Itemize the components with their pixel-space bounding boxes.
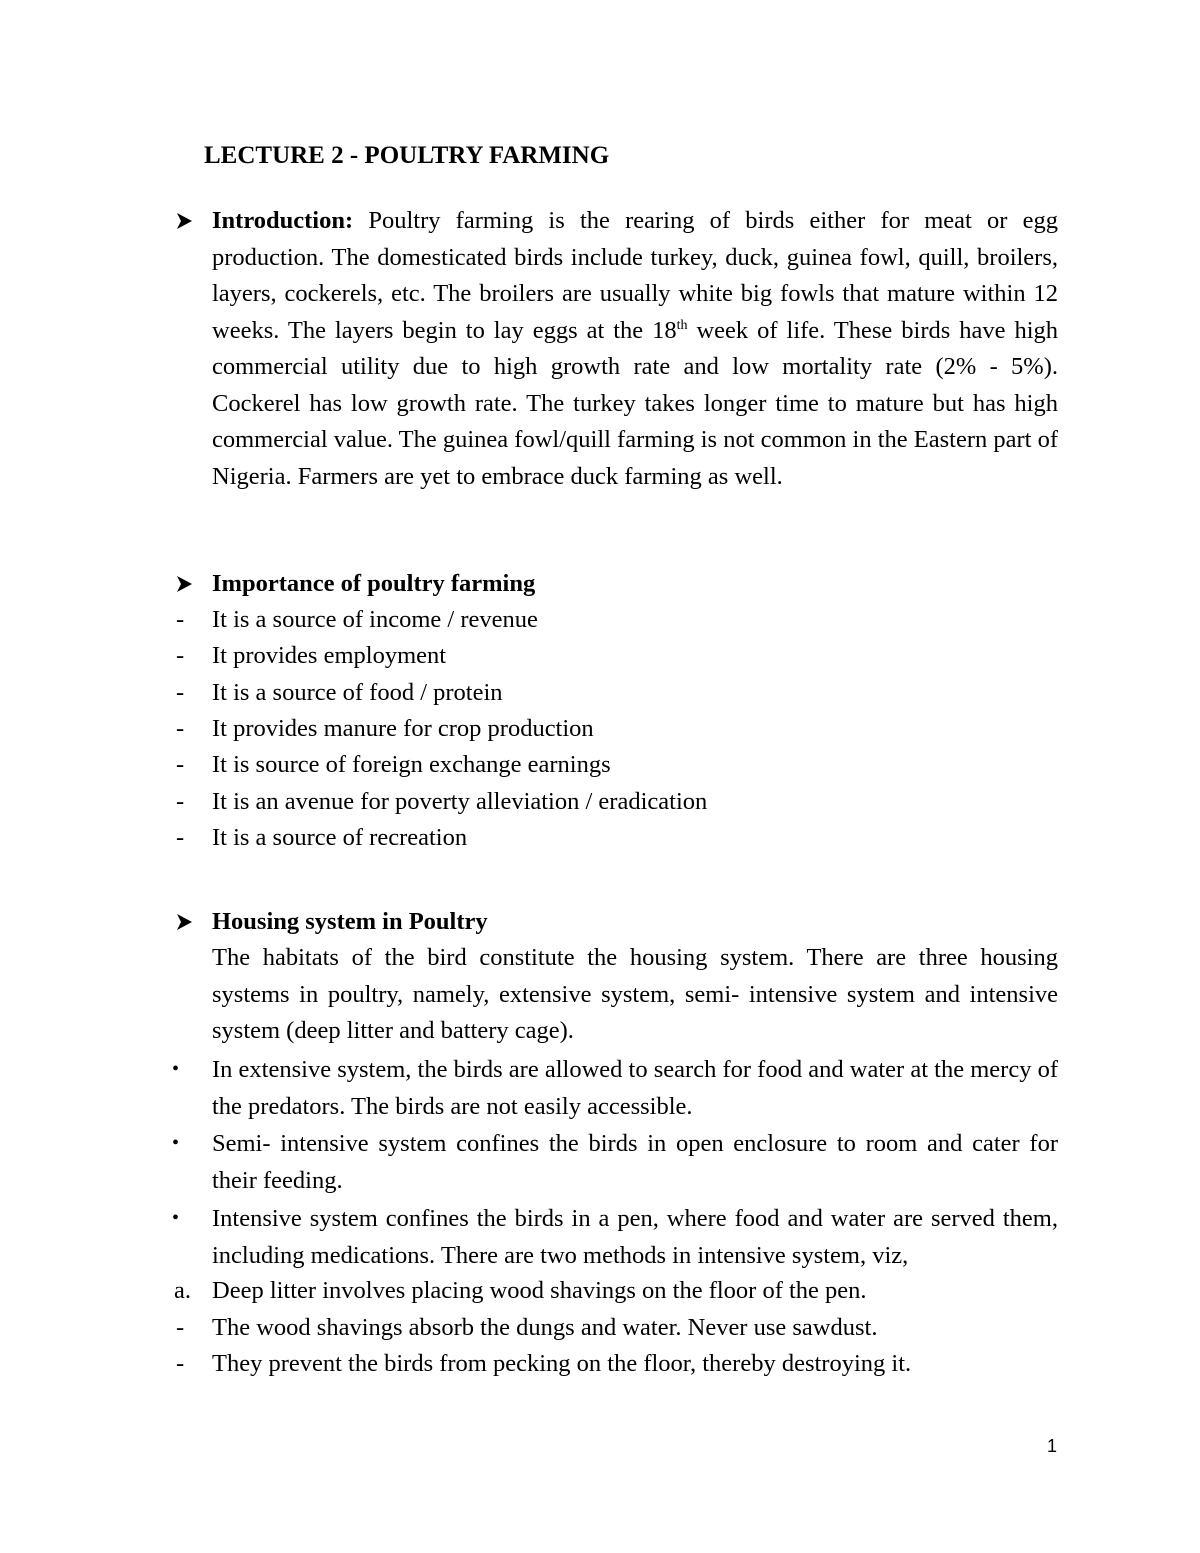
list-item xyxy=(0,1273,1200,1309)
dash-marker: - xyxy=(176,606,185,633)
list-item xyxy=(0,820,1200,856)
list-item xyxy=(0,711,1200,747)
list-item xyxy=(0,747,1200,783)
dash-marker: - xyxy=(176,715,185,742)
bullet-marker: • xyxy=(172,1207,180,1229)
importance-item: It is a source of recreation xyxy=(212,824,468,851)
page-number: 1 xyxy=(1047,1436,1058,1456)
dash-marker: - xyxy=(176,824,185,851)
housing-dash-item: They prevent the birds from pecking on the floor, thereby destroying it. xyxy=(212,1350,912,1377)
housing-bullet: Intensive system confines the birds in a pen, where food and water are served them, including medications. There are two methods in intensive system, viz, xyxy=(212,1205,1058,1269)
bullet-marker: • xyxy=(172,1132,180,1154)
importance-heading: Importance of poultry farming xyxy=(212,570,536,597)
importance-item: It is a source of income / revenue xyxy=(212,606,538,633)
list-item xyxy=(0,1310,1200,1346)
list-item xyxy=(0,784,1200,820)
bullet-marker: • xyxy=(172,1058,180,1080)
introduction-paragraph xyxy=(212,203,1058,495)
dash-marker: - xyxy=(176,1350,185,1377)
importance-item: It provides employment xyxy=(212,642,447,669)
introduction-superscript: th xyxy=(676,317,688,333)
alpha-marker: a. xyxy=(174,1277,191,1304)
dash-marker: - xyxy=(176,788,185,815)
importance-item: It provides manure for crop production xyxy=(212,715,594,742)
list-item xyxy=(0,1346,1200,1382)
page-title: LECTURE 2 - POULTRY FARMING xyxy=(204,142,610,169)
arrow-bullet-icon xyxy=(174,904,196,940)
housing-dash-item: The wood shavings absorb the dungs and water. Never use sawdust. xyxy=(212,1314,878,1341)
arrow-bullet-icon xyxy=(174,566,196,602)
introduction-text-1: Poultry farming is the rearing of birds either for meat or egg production. The domesticated birds include turkey, duck, guinea fowl, quill, broilers, layers, cockerels, etc. The broilers are usually white big fowls that mature within 12 weeks. The layers begin to lay eggs at the 18 xyxy=(212,207,1058,344)
introduction-text-2: week of life. These birds have high commercial utility due to high growth rate and low mortality rate (2% - 5%). Cockerel has low growth rate. The turkey takes longer time to mature but has high commercial value. The guinea fowl/quill farming is not common in the Eastern part of Nigeria. Farmers are yet to embrace duck farming as well. xyxy=(212,316,1059,490)
housing-sub-item: Deep litter involves placing wood shavings on the floor of the pen. xyxy=(212,1277,867,1304)
importance-item: It is a source of food / protein xyxy=(212,679,503,706)
dash-marker: - xyxy=(176,751,185,778)
dash-marker: - xyxy=(176,642,185,669)
dash-marker: - xyxy=(176,679,185,706)
housing-intro: The habitats of the bird constitute the housing system. There are three housing systems in poultry, namely, extensive system, semi- intensive system and intensive system (deep litter and battery cage). xyxy=(212,944,1058,1044)
arrow-bullet-icon xyxy=(174,203,196,239)
importance-item: It is an avenue for poverty alleviation / eradication xyxy=(212,788,708,815)
importance-item: It is source of foreign exchange earnings xyxy=(212,751,611,778)
housing-bullet: Semi- intensive system confines the birds in open enclosure to room and cater for their feeding. xyxy=(212,1130,1058,1194)
list-item xyxy=(0,638,1200,674)
dash-marker: - xyxy=(176,1314,185,1341)
housing-heading: Housing system in Poultry xyxy=(212,908,488,935)
list-item xyxy=(0,675,1200,711)
list-item xyxy=(0,602,1200,638)
housing-bullet: In extensive system, the birds are allowed to search for food and water at the mercy of the predators. The birds are not easily accessible. xyxy=(212,1056,1058,1120)
introduction-heading: Introduction: xyxy=(212,207,354,234)
